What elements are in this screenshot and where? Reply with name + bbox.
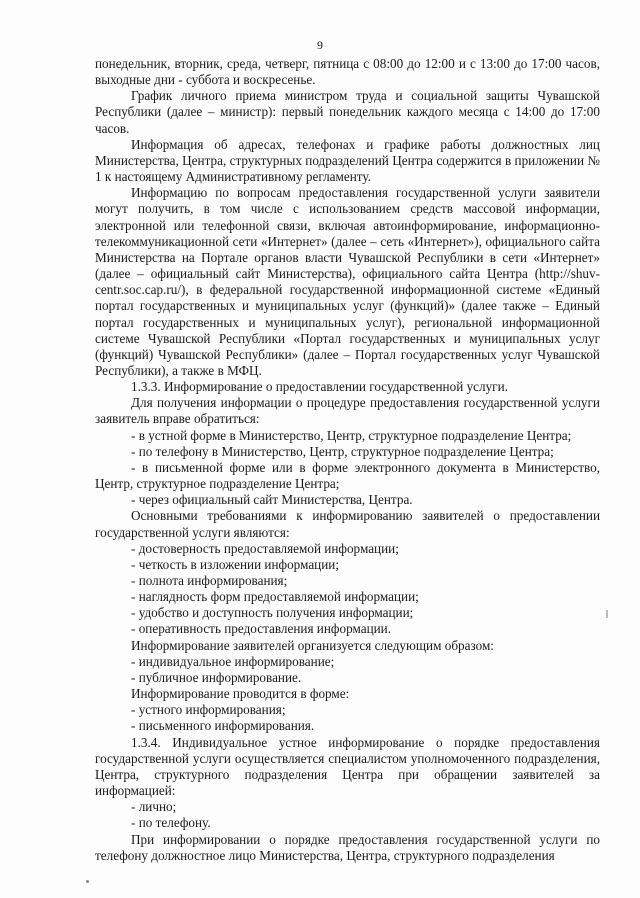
list-item: - наглядность форм предоставляемой информации; <box>131 589 419 605</box>
list-item: - через официальный сайт Министерства, Центра. <box>131 492 413 508</box>
paragraph-information-sources: Информацию по вопросам предоставления государственной услуги заявители могут получить, в том числе с использованием средств массовой информации, электронной или телефонной связи, включая автоинформирование, информационно-телекоммуникационной сети «Интернет» (далее – сеть «Интернет»), официального сайта Министерства на Портале органов власти Чувашской Республики в сети «Интернет» (далее – официальный сайт Министерства), официального сайта Центра (http://shuv-centr.soc.cap.ru/), в федеральной государственной информационной системе «Единый портал государственных и муниципальных услуг (функций)» (далее также – Единый портал государственных и муниципальных услуг), региональной информационной системе Чувашской Республики «Портал государственных и муниципальных услуг (функций) Чувашской Республики» (далее – Портал государственных услуг Чувашской Республики), а также в МФЦ. <box>95 185 600 378</box>
list-item: - в письменной форме или в форме электронного документа в Министерство, Центр, структурное подразделение Центра; <box>95 459 600 492</box>
list-item: - индивидуальное информирование; <box>131 653 335 669</box>
list-item: - лично; <box>131 799 177 815</box>
list-item: - оперативность предоставления информации. <box>131 621 392 637</box>
list-item: - письменного информирования. <box>131 718 315 734</box>
paragraph-request-channels: Для получения информации о процедуре предоставления государственной услуги заявитель вправе обратиться: <box>95 395 600 427</box>
list-item: - полнота информирования; <box>131 573 288 588</box>
body-text <box>95 56 600 864</box>
section-heading-1-3-3: 1.3.3. Информирование о предоставлении государственной услуги. <box>131 379 508 395</box>
paragraph-schedule-continuation: понедельник, вторник, среда, четверг, пятница с 08:00 до 12:00 и с 13:00 до 17:00 часов, выходные дни - суббота и воскресенье. <box>95 56 600 88</box>
list-item: - публичное информирование. <box>131 669 302 685</box>
paragraph-requirements: Основными требованиями к информированию заявителей о предоставлении государственной услуги являются: <box>95 508 600 540</box>
paragraph-contact-info: Информация об адресах, телефонах и графике работы должностных лиц Министерства, Центра, структурных подразделений Центра содержится в приложении № 1 к настоящему Административному регламенту. <box>95 136 600 185</box>
paragraph-forms: Информирование проводится в форме: <box>131 686 350 702</box>
scan-artifact <box>606 610 608 618</box>
paragraph-phone-informing: При информировании о порядке предоставления государственной услуги по телефону должностное лицо Министерства, Центра, структурного подразделения <box>95 831 600 863</box>
section-paragraph-1-3-4: 1.3.4. Индивидуальное устное информирование о порядке предоставления государственной услуги осуществляется специалистом уполномоченного подразделения, Центра, структурного подразделения Центра при обращении заявителей за информацией: <box>95 734 600 799</box>
list-item: - по телефону в Министерство, Центр, структурное подразделение Центра; <box>131 443 554 459</box>
paragraph-organization: Информирование заявителей организуется следующим образом: <box>131 637 494 653</box>
list-item: - достоверность предоставляемой информации; <box>131 540 399 556</box>
scan-artifact <box>86 880 89 883</box>
list-item: - удобство и доступность получения информации; <box>131 605 414 621</box>
list-item: - по телефону. <box>131 815 211 831</box>
page-number: 9 <box>317 38 323 52</box>
list-item: - четкость в изложении информации; <box>131 556 340 572</box>
list-item: - устного информирования; <box>131 702 286 718</box>
paragraph-minister-reception: График личного приема министром труда и социальной защиты Чувашской Республики (далее – министр): первый понедельник каждого месяца с 14:00 до 17:00 часов. <box>95 88 600 136</box>
list-item: - в устной форме в Министерство, Центр, структурное подразделение Центра; <box>131 427 572 443</box>
